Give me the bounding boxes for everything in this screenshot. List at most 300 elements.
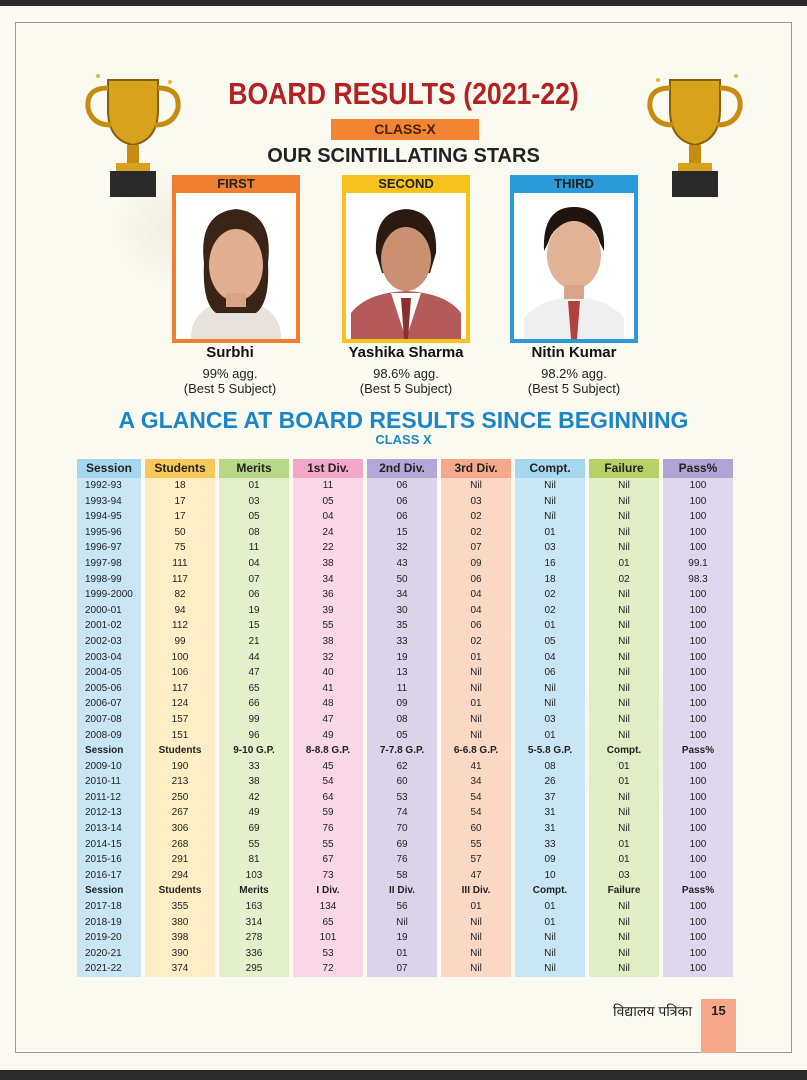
- table-cell: 05: [293, 494, 363, 510]
- table-cell: 76: [367, 852, 437, 868]
- table-row: [77, 525, 733, 541]
- table-row: [77, 681, 733, 697]
- table-cell: 38: [293, 634, 363, 650]
- topper-aggregate: [150, 366, 310, 396]
- table-cell: 100: [663, 899, 733, 915]
- table-cell: 3rd Div.: [441, 459, 511, 478]
- table-cell: 70: [367, 821, 437, 837]
- table-cell: 55: [293, 618, 363, 634]
- table-row: [77, 572, 733, 588]
- table-cell: 42: [219, 790, 289, 806]
- table-cell: Nil: [367, 915, 437, 931]
- table-cell: 69: [219, 821, 289, 837]
- table-cell: Nil: [515, 930, 585, 946]
- table-cell: 22: [293, 540, 363, 556]
- table-cell: 100: [145, 650, 215, 666]
- table-cell: 04: [293, 509, 363, 525]
- table-cell: 250: [145, 790, 215, 806]
- glance-subheading: CLASS X: [375, 432, 432, 447]
- stars-heading: OUR SCINTILLATING STARS: [267, 145, 540, 167]
- table-cell: 1st Div.: [293, 459, 363, 478]
- table-row: [77, 821, 733, 837]
- table-cell: 01: [367, 946, 437, 962]
- table-cell: Nil: [515, 681, 585, 697]
- table-cell: Nil: [515, 509, 585, 525]
- table-cell: 04: [441, 603, 511, 619]
- table-row: [77, 837, 733, 853]
- table-cell: 08: [515, 759, 585, 775]
- topper-aggregate: [494, 366, 654, 396]
- table-cell: 2008-09: [77, 728, 141, 744]
- table-cell: 100: [663, 650, 733, 666]
- table-cell: 05: [219, 509, 289, 525]
- table-cell: 103: [219, 868, 289, 884]
- table-cell: 100: [663, 915, 733, 931]
- table-cell: 38: [219, 774, 289, 790]
- table-cell: 75: [145, 540, 215, 556]
- table-cell: 07: [219, 572, 289, 588]
- table-cell: 2015-16: [77, 852, 141, 868]
- table-row: [77, 712, 733, 728]
- table-cell: Compt.: [515, 459, 585, 478]
- table-cell: 291: [145, 852, 215, 868]
- table-subheader-row: [77, 743, 733, 759]
- topper-name: Surbhi: [206, 344, 254, 361]
- table-cell: 13: [367, 665, 437, 681]
- table-cell: 02: [515, 603, 585, 619]
- table-cell: 100: [663, 946, 733, 962]
- table-cell: Failure: [589, 883, 659, 899]
- table-cell: 2014-15: [77, 837, 141, 853]
- table-cell: 07: [441, 540, 511, 556]
- table-cell: Nil: [589, 805, 659, 821]
- agg-value: 98.2% agg.: [541, 366, 607, 381]
- table-cell: Session: [77, 459, 141, 478]
- table-cell: 2005-06: [77, 681, 141, 697]
- table-header-row: [77, 459, 733, 478]
- table-cell: 01: [589, 556, 659, 572]
- table-cell: 40: [293, 665, 363, 681]
- table-cell: Compt.: [589, 743, 659, 759]
- table-cell: Nil: [589, 899, 659, 915]
- table-cell: 55: [441, 837, 511, 853]
- table-cell: 06: [515, 665, 585, 681]
- table-cell: 76: [293, 821, 363, 837]
- table-cell: 03: [441, 494, 511, 510]
- table-cell: 55: [219, 837, 289, 853]
- table-row: [77, 852, 733, 868]
- magazine-name: विद्यालय पत्रिका: [613, 1003, 693, 1019]
- table-cell: 11: [367, 681, 437, 697]
- table-row: [77, 603, 733, 619]
- table-cell: 69: [367, 837, 437, 853]
- table-cell: Nil: [515, 478, 585, 494]
- table-cell: 41: [293, 681, 363, 697]
- table-cell: 56: [367, 899, 437, 915]
- table-cell: 1994-95: [77, 509, 141, 525]
- table-row: [77, 494, 733, 510]
- table-cell: Nil: [589, 665, 659, 681]
- table-row: [77, 868, 733, 884]
- table-cell: 2012-13: [77, 805, 141, 821]
- table-cell: 124: [145, 696, 215, 712]
- table-row: [77, 915, 733, 931]
- table-cell: Nil: [441, 915, 511, 931]
- table-cell: Nil: [589, 790, 659, 806]
- table-cell: 117: [145, 681, 215, 697]
- table-cell: 106: [145, 665, 215, 681]
- table-cell: 03: [515, 712, 585, 728]
- table-cell: 6-6.8 G.P.: [441, 743, 511, 759]
- table-cell: 1997-98: [77, 556, 141, 572]
- table-cell: 72: [293, 961, 363, 977]
- table-cell: 50: [145, 525, 215, 541]
- table-cell: 96: [219, 728, 289, 744]
- table-cell: 18: [515, 572, 585, 588]
- table-cell: 01: [515, 728, 585, 744]
- table-cell: 01: [589, 837, 659, 853]
- table-cell: 45: [293, 759, 363, 775]
- table-cell: 100: [663, 696, 733, 712]
- table-cell: 134: [293, 899, 363, 915]
- table-cell: 268: [145, 837, 215, 853]
- table-cell: Merits: [219, 883, 289, 899]
- agg-note: (Best 5 Subject): [359, 381, 453, 396]
- table-cell: II Div.: [367, 883, 437, 899]
- page-title: BOARD RESULTS (2021-22): [228, 76, 579, 111]
- table-cell: 94: [145, 603, 215, 619]
- table-cell: Nil: [515, 494, 585, 510]
- table-cell: 01: [515, 899, 585, 915]
- table-cell: 48: [293, 696, 363, 712]
- topper-name: Nitin Kumar: [531, 344, 617, 361]
- table-cell: 82: [145, 587, 215, 603]
- table-cell: 100: [663, 665, 733, 681]
- table-row: [77, 478, 733, 494]
- agg-note: (Best 5 Subject): [527, 381, 621, 396]
- table-cell: 7-7.8 G.P.: [367, 743, 437, 759]
- table-cell: Nil: [589, 618, 659, 634]
- table-cell: 30: [367, 603, 437, 619]
- table-row: [77, 665, 733, 681]
- table-cell: 02: [441, 509, 511, 525]
- table-cell: 157: [145, 712, 215, 728]
- table-cell: 15: [219, 618, 289, 634]
- table-cell: Nil: [589, 587, 659, 603]
- table-cell: 08: [219, 525, 289, 541]
- table-cell: 04: [515, 650, 585, 666]
- table-cell: 01: [441, 696, 511, 712]
- table-cell: 355: [145, 899, 215, 915]
- student-photo: [176, 193, 296, 339]
- table-cell: 99: [219, 712, 289, 728]
- table-cell: 54: [293, 774, 363, 790]
- table-row: [77, 930, 733, 946]
- table-row: [77, 634, 733, 650]
- table-cell: Nil: [589, 509, 659, 525]
- table-cell: 2010-11: [77, 774, 141, 790]
- table-cell: 44: [219, 650, 289, 666]
- table-cell: 374: [145, 961, 215, 977]
- table-cell: 09: [515, 852, 585, 868]
- table-cell: 100: [663, 930, 733, 946]
- table-cell: 1999-2000: [77, 587, 141, 603]
- table-cell: Nil: [441, 946, 511, 962]
- table-cell: 01: [515, 915, 585, 931]
- table-cell: 100: [663, 961, 733, 977]
- table-cell: 2006-07: [77, 696, 141, 712]
- table-cell: Compt.: [515, 883, 585, 899]
- table-cell: 21: [219, 634, 289, 650]
- table-cell: 34: [293, 572, 363, 588]
- table-cell: 60: [367, 774, 437, 790]
- table-cell: 314: [219, 915, 289, 931]
- table-cell: 66: [219, 696, 289, 712]
- topper-card-third: [510, 175, 638, 343]
- table-cell: Nil: [589, 681, 659, 697]
- table-cell: 100: [663, 774, 733, 790]
- table-cell: 03: [589, 868, 659, 884]
- table-cell: Nil: [589, 915, 659, 931]
- table-cell: Nil: [441, 728, 511, 744]
- table-cell: 11: [219, 540, 289, 556]
- agg-value: 99% agg.: [202, 366, 258, 381]
- table-cell: 2009-10: [77, 759, 141, 775]
- table-cell: 17: [145, 494, 215, 510]
- table-cell: 67: [293, 852, 363, 868]
- table-cell: 100: [663, 509, 733, 525]
- table-cell: Nil: [589, 603, 659, 619]
- table-cell: 2nd Div.: [367, 459, 437, 478]
- topper-card-second: [342, 175, 470, 343]
- table-cell: 47: [441, 868, 511, 884]
- topper-aggregate: [326, 366, 486, 396]
- table-cell: 100: [663, 712, 733, 728]
- table-cell: 06: [367, 478, 437, 494]
- table-cell: 11: [293, 478, 363, 494]
- table-cell: 08: [367, 712, 437, 728]
- bottom-bar: [0, 1070, 807, 1080]
- agg-note: (Best 5 Subject): [183, 381, 277, 396]
- table-row: [77, 774, 733, 790]
- table-cell: 02: [589, 572, 659, 588]
- table-cell: 01: [589, 852, 659, 868]
- table-row: [77, 696, 733, 712]
- table-cell: Session: [77, 883, 141, 899]
- table-cell: Nil: [589, 946, 659, 962]
- table-cell: 02: [515, 587, 585, 603]
- table-row: [77, 946, 733, 962]
- table-cell: 33: [367, 634, 437, 650]
- table-cell: 34: [441, 774, 511, 790]
- table-cell: 49: [293, 728, 363, 744]
- table-cell: 380: [145, 915, 215, 931]
- table-cell: 2004-05: [77, 665, 141, 681]
- table-cell: 100: [663, 759, 733, 775]
- table-cell: 36: [293, 587, 363, 603]
- rank-label: FIRST: [217, 176, 255, 191]
- table-cell: 49: [219, 805, 289, 821]
- table-cell: 07: [367, 961, 437, 977]
- table-cell: 2017-18: [77, 899, 141, 915]
- table-cell: 112: [145, 618, 215, 634]
- table-cell: Nil: [589, 525, 659, 541]
- table-cell: Students: [145, 743, 215, 759]
- table-cell: 98.3: [663, 572, 733, 588]
- page-number: 15: [701, 999, 736, 1053]
- table-cell: 100: [663, 525, 733, 541]
- table-cell: 1992-93: [77, 478, 141, 494]
- table-cell: 213: [145, 774, 215, 790]
- table-cell: 31: [515, 821, 585, 837]
- table-cell: 5-5.8 G.P.: [515, 743, 585, 759]
- table-cell: 2021-22: [77, 961, 141, 977]
- table-cell: 8-8.8 G.P.: [293, 743, 363, 759]
- table-cell: Nil: [589, 712, 659, 728]
- table-cell: 117: [145, 572, 215, 588]
- table-cell: 41: [441, 759, 511, 775]
- table-cell: 2007-08: [77, 712, 141, 728]
- table-cell: 06: [367, 494, 437, 510]
- table-cell: Nil: [441, 665, 511, 681]
- table-cell: 16: [515, 556, 585, 572]
- student-photo: [346, 193, 466, 339]
- table-cell: 01: [441, 899, 511, 915]
- table-cell: Nil: [515, 696, 585, 712]
- table-cell: 32: [367, 540, 437, 556]
- table-cell: Failure: [589, 459, 659, 478]
- table-cell: 01: [515, 618, 585, 634]
- table-cell: 100: [663, 494, 733, 510]
- table-cell: 336: [219, 946, 289, 962]
- table-cell: 398: [145, 930, 215, 946]
- table-cell: 100: [663, 852, 733, 868]
- table-cell: 33: [219, 759, 289, 775]
- table-cell: 100: [663, 805, 733, 821]
- table-cell: 60: [441, 821, 511, 837]
- table-cell: 2019-20: [77, 930, 141, 946]
- table-cell: 02: [441, 525, 511, 541]
- table-cell: 10: [515, 868, 585, 884]
- table-cell: 100: [663, 540, 733, 556]
- table-cell: 04: [441, 587, 511, 603]
- table-cell: 100: [663, 868, 733, 884]
- table-cell: 295: [219, 961, 289, 977]
- table-cell: Nil: [589, 650, 659, 666]
- table-cell: 267: [145, 805, 215, 821]
- table-cell: 100: [663, 728, 733, 744]
- table-cell: 100: [663, 603, 733, 619]
- table-cell: 2002-03: [77, 634, 141, 650]
- table-cell: 62: [367, 759, 437, 775]
- table-cell: 09: [441, 556, 511, 572]
- table-cell: 24: [293, 525, 363, 541]
- table-cell: 100: [663, 478, 733, 494]
- topper-card-first: [172, 175, 300, 343]
- table-cell: 99.1: [663, 556, 733, 572]
- table-cell: Students: [145, 883, 215, 899]
- results-table: [73, 459, 737, 977]
- table-cell: 81: [219, 852, 289, 868]
- table-cell: Nil: [515, 961, 585, 977]
- table-cell: 09: [367, 696, 437, 712]
- table-cell: 04: [219, 556, 289, 572]
- table-cell: 53: [293, 946, 363, 962]
- table-cell: 54: [441, 790, 511, 806]
- table-cell: Nil: [589, 634, 659, 650]
- table-cell: 47: [293, 712, 363, 728]
- table-cell: 54: [441, 805, 511, 821]
- table-cell: 74: [367, 805, 437, 821]
- top-bar: [0, 0, 807, 6]
- table-cell: 99: [145, 634, 215, 650]
- table-cell: 53: [367, 790, 437, 806]
- table-row: [77, 899, 733, 915]
- table-cell: Nil: [515, 946, 585, 962]
- table-cell: Nil: [589, 494, 659, 510]
- table-cell: 65: [219, 681, 289, 697]
- table-row: [77, 509, 733, 525]
- table-cell: 19: [367, 930, 437, 946]
- table-row: [77, 805, 733, 821]
- table-row: [77, 759, 733, 775]
- table-cell: 37: [515, 790, 585, 806]
- table-cell: 100: [663, 837, 733, 853]
- table-cell: Nil: [441, 478, 511, 494]
- table-cell: 05: [515, 634, 585, 650]
- table-cell: 100: [663, 681, 733, 697]
- table-cell: 17: [145, 509, 215, 525]
- rank-label: THIRD: [554, 176, 594, 191]
- table-cell: 64: [293, 790, 363, 806]
- table-row: [77, 587, 733, 603]
- table-cell: 01: [589, 759, 659, 775]
- table-cell: 05: [367, 728, 437, 744]
- table-cell: 26: [515, 774, 585, 790]
- table-cell: 2011-12: [77, 790, 141, 806]
- table-cell: 1996-97: [77, 540, 141, 556]
- glance-heading: A GLANCE AT BOARD RESULTS SINCE BEGINNING: [118, 407, 689, 433]
- table-cell: 02: [441, 634, 511, 650]
- table-cell: III Div.: [441, 883, 511, 899]
- table-subheader-row: [77, 883, 733, 899]
- table-cell: 2003-04: [77, 650, 141, 666]
- table-cell: 15: [367, 525, 437, 541]
- table-cell: 06: [441, 618, 511, 634]
- table-cell: 01: [515, 525, 585, 541]
- table-cell: 111: [145, 556, 215, 572]
- table-cell: 31: [515, 805, 585, 821]
- table-cell: 38: [293, 556, 363, 572]
- table-cell: Nil: [589, 961, 659, 977]
- table-cell: 1993-94: [77, 494, 141, 510]
- table-cell: 1998-99: [77, 572, 141, 588]
- table-cell: 306: [145, 821, 215, 837]
- table-cell: 2020-21: [77, 946, 141, 962]
- table-cell: 100: [663, 634, 733, 650]
- table-cell: 73: [293, 868, 363, 884]
- table-cell: 163: [219, 899, 289, 915]
- table-cell: 33: [515, 837, 585, 853]
- table-cell: I Div.: [293, 883, 363, 899]
- table-cell: 294: [145, 868, 215, 884]
- table-cell: Session: [77, 743, 141, 759]
- table-cell: Nil: [589, 821, 659, 837]
- table-cell: 03: [219, 494, 289, 510]
- table-cell: Merits: [219, 459, 289, 478]
- table-cell: 43: [367, 556, 437, 572]
- table-cell: 1995-96: [77, 525, 141, 541]
